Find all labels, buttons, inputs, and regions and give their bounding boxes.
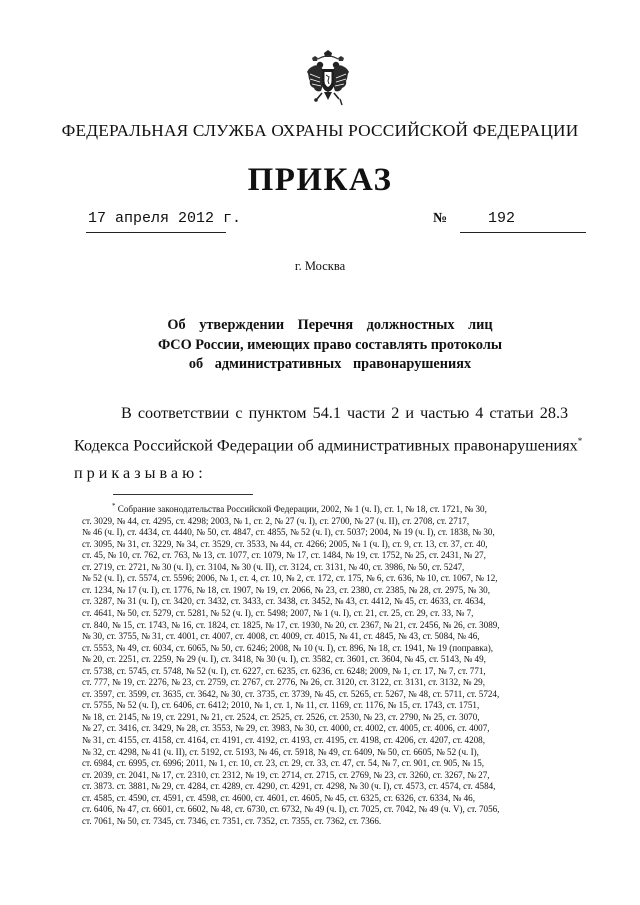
- footnote-mark: *: [112, 502, 116, 510]
- coat-of-arms-icon: [306, 50, 350, 108]
- footnote-line: № 20, ст. 2251, ст. 2259, № 29 (ч. I), ст. 3418, № 30 (ч. I), ст. 3582, ст. 3601, ст. 3604, № 45, ст. 5143, № 49,: [82, 654, 486, 665]
- footnote-line: ст. 3287, № 31 (ч. I), ст. 3420, ст. 3432, ст. 3433, ст. 3438, ст. 3452, № 43, ст. 4412, № 45, ст. 4633, ст. 4634,: [82, 596, 486, 607]
- footnote-line: № 27, ст. 3416, ст. 3429, № 28, ст. 3553, № 29, ст. 3983, № 30, ст. 4000, ст. 4002, ст. 4005, ст. 4006, ст. 4007,: [82, 723, 490, 734]
- footnote-line: ст. 6406, № 47, ст. 6601, ст. 6602, № 48, ст. 6730, ст. 6732, № 49 (ч. I), ст. 7025, ст. 7042, № 49 (ч. V), ст. 7056,: [82, 804, 500, 815]
- agency-name: ФЕДЕРАЛЬНАЯ СЛУЖБА ОХРАНЫ РОССИЙСКОЙ ФЕДЕРАЦИИ: [61, 121, 579, 140]
- footnote-line: ст. 777, № 19, ст. 2276, № 23, ст. 2759, ст. 2767, ст. 2776, № 26, ст. 3120, ст. 3122, ст. 3131, ст. 3132, № 29,: [82, 677, 486, 688]
- document-body: [74, 399, 583, 487]
- footnote-line: № 32, ст. 4298, № 41 (ч. II), ст. 5192, ст. 5193, № 46, ст. 5918, № 49, ст. 6409, № 50, ст. 6605, № 52 (ч. I),: [82, 746, 479, 757]
- footnote-line: ст. 4641, № 50, ст. 5279, ст. 5281, № 52 (ч. I), ст. 5498; 2007, № 1 (ч. I), ст. 21, ст. 25, ст. 29, ст. 33, № 7,: [82, 607, 474, 618]
- subject-line: об административных правонарушениях: [188, 356, 472, 372]
- footnote-line: ст. 2039, ст. 2041, № 17, ст. 2310, ст. 2312, № 19, ст. 2714, ст. 2715, ст. 2769, № 23, ст. 3260, ст. 3267, № 27,: [82, 769, 490, 780]
- subject-line: ФСО России, имеющих право составлять протоколы: [157, 336, 503, 353]
- footnote-line: * Собрание законодательства Российской Федерации, 2002, № 1 (ч. I), ст. 1, № 18, ст. 1721, № 30,: [112, 502, 487, 515]
- footnote: [82, 501, 582, 827]
- footnote-line: ст. 6984, ст. 6995, ст. 6996; 2011, № 1, ст. 10, ст. 23, ст. 29, ст. 33, ст. 47, ст. 54, № 7, ст. 901, ст. 905, № 15,: [82, 758, 485, 769]
- footnote-divider: [113, 494, 253, 495]
- footnote-line: № 30, ст. 3755, № 31, ст. 4001, ст. 4007, ст. 4008, ст. 4009, ст. 4015, № 41, ст. 4845, № 43, ст. 5084, № 46,: [82, 631, 480, 642]
- footnote-line: ст. 4585, ст. 4590, ст. 4591, ст. 4598, ст. 4600, ст. 4601, ст. 4605, № 45, ст. 6325, ст. 6326, ст. 6334, № 46,: [82, 792, 475, 803]
- footnote-line: ст. 840, № 15, ст. 1743, № 16, ст. 1824, ст. 1825, № 17, ст. 1930, № 20, ст. 2367, № 21, ст. 2456, № 26, ст. 3089,: [82, 619, 500, 630]
- footnote-line: ст. 7061, № 50, ст. 7345, ст. 7346, ст. 7351, ст. 7352, ст. 7355, ст. 7362, ст. 7366.: [82, 815, 382, 826]
- footnote-line: ст. 5755, № 52 (ч. I), ст. 6406, ст. 6412; 2010, № 1, ст. 1, № 11, ст. 1169, ст. 1176, № 15, ст. 1743, ст. 1751,: [82, 700, 480, 711]
- footnote-line: ст. 1234, № 17 (ч. I), ст. 1776, № 18, ст. 1907, № 19, ст. 2066, № 23, ст. 2380, ст. 2385, № 28, ст. 2975, № 30,: [82, 584, 490, 595]
- city: г. Москва: [294, 259, 346, 273]
- number-underline: [460, 232, 586, 233]
- footnote-line: ст. 3095, № 31, ст. 3229, № 34, ст. 3529, ст. 3533, № 44, ст. 4266; 2005, № 1 (ч. I), ст. 9, ст. 13, ст. 37, ст. 40,: [82, 538, 488, 549]
- footnote-line: ст. 2719, ст. 2721, № 30 (ч. I), ст. 3104, № 30 (ч. II), ст. 3124, ст. 3131, № 40, ст. 3986, № 50, ст. 5247,: [82, 561, 465, 572]
- document-subject: [120, 316, 540, 375]
- date-underline: [86, 232, 226, 233]
- document-number: 192: [488, 210, 516, 227]
- body-line: В соответствии с пунктом 54.1 части 2 и частью 4 статьи 28.3: [121, 404, 569, 422]
- footnote-line: ст. 3873. ст. 3881, № 29, ст. 4284, ст. 4289, ст. 4290, ст. 4291, ст. 4298, № 30 (ч. I), ст. 4573, ст. 4574, ст. 4584,: [82, 781, 496, 792]
- footnote-line: № 52 (ч. I), ст. 5574, ст. 5596; 2006, № 1, ст. 4, ст. 10, № 2, ст. 172, ст. 175, № 6, ст. 636, № 10, ст. 1067, № 12,: [82, 573, 498, 584]
- footnote-line: № 31, ст. 4155, ст. 4158, ст. 4164, ст. 4191, ст. 4192, ст. 4193, ст. 4195, ст. 4198, ст. 4206, ст. 4207, ст. 4208,: [82, 734, 485, 745]
- date-number-row: [0, 210, 640, 234]
- footnote-line: ст. 5553, № 49, ст. 6034, ст. 6065, № 50, ст. 6246; 2008, № 10 (ч. I), ст. 896, № 18, ст. 1941, № 19 (поправка),: [82, 642, 494, 653]
- subject-line: Об утверждении Перечня должностных лиц: [167, 317, 493, 333]
- footnote-mark: *: [577, 436, 583, 446]
- footnote-line: ст. 3029, № 44, ст. 4295, ст. 4298; 2003, № 1, ст. 2, № 27 (ч. I), ст. 2700, № 27 (ч. II), ст. 2708, ст. 2717,: [82, 515, 470, 526]
- number-sign: №: [433, 211, 448, 226]
- order-word: приказываю:: [74, 464, 207, 483]
- footnote-line: ст. 45, № 10, ст. 762, ст. 763, № 13, ст. 1077, ст. 1079, № 17, ст. 1484, № 19, ст. 1752, № 25, ст. 2431, № 27,: [82, 550, 486, 561]
- footnote-line: № 18, ст. 2145, № 19, ст. 2291, № 21, ст. 2524, ст. 2525, ст. 2526, ст. 2530, № 23, ст. 2790, № 25, ст. 3070,: [82, 711, 480, 722]
- footnote-line: ст. 5738, ст. 5745, ст. 5748, № 52 (ч. I), ст. 6227, ст. 6235, ст. 6236, ст. 6248; 2009, № 1, ст. 17, № 7, ст. 771,: [82, 665, 486, 676]
- document-type: ПРИКАЗ: [247, 162, 393, 198]
- footnote-line: ст. 3597, ст. 3599, ст. 3635, ст. 3642, № 30, ст. 3735, ст. 3739, № 45, ст. 5265, ст. 5267, № 48, ст. 5711, ст. 5724,: [82, 688, 500, 699]
- footnote-line: № 46 (ч. I), ст. 4434, ст. 4440, № 50, ст. 4847, ст. 4855, № 52 (ч. I), ст. 5037; 2004, № 19 (ч. I), ст. 1838, № 30,: [82, 527, 495, 538]
- body-line: Кодекса Российской Федерации об административных правонарушениях*: [74, 436, 583, 455]
- document-date: 17 апреля 2012 г.: [88, 210, 242, 227]
